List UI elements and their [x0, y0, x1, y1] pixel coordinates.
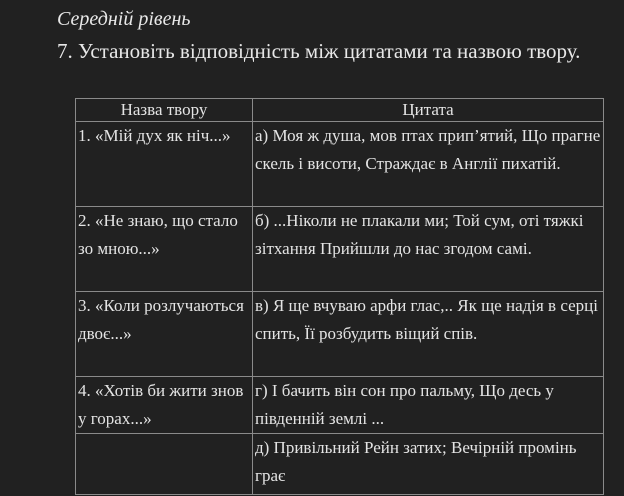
quote-cell: б) ...Ніколи не плакали ми; Той сум, оті тяжкі зітхання Прийшли до нас згодом самі.: [253, 207, 604, 292]
work-title-cell: 2. «Не знаю, що стало зо мною...»: [76, 207, 253, 292]
header-quote: Цитата: [253, 99, 604, 122]
work-title-cell: [76, 434, 253, 495]
matching-table: [75, 98, 604, 495]
table-row: [76, 122, 604, 207]
quote-cell: в) Я ще вчуваю арфи глас,.. Як ще надія в серці спить, Її розбудить віщий спів.: [253, 292, 604, 377]
quote-cell: г) І бачить він сон про пальму, Що десь у південній землі ...: [253, 377, 604, 434]
table-row: [76, 292, 604, 377]
work-title-cell: 4. «Хотів би жити знов у горах...»: [76, 377, 253, 434]
header-work-title: Назва твору: [76, 99, 253, 122]
table-row: [76, 377, 604, 434]
quote-cell: д) Привільний Рейн затих; Вечірній промінь грає: [253, 434, 604, 495]
task-text: 7. Установіть відповідність між цитатами та назвою твору.: [57, 39, 581, 63]
table-row: [76, 207, 604, 292]
table-row: [76, 434, 604, 495]
work-title-cell: 3. «Коли розлучаються двоє...»: [76, 292, 253, 377]
level-title: Середній рівень: [57, 8, 191, 30]
quote-cell: а) Моя ж душа, мов птах прип’ятий, Що прагне скель і висоти, Страждає в Англії пихатій.: [253, 122, 604, 207]
work-title-cell: 1. «Мій дух як ніч...»: [76, 122, 253, 207]
table-header-row: [76, 99, 604, 122]
